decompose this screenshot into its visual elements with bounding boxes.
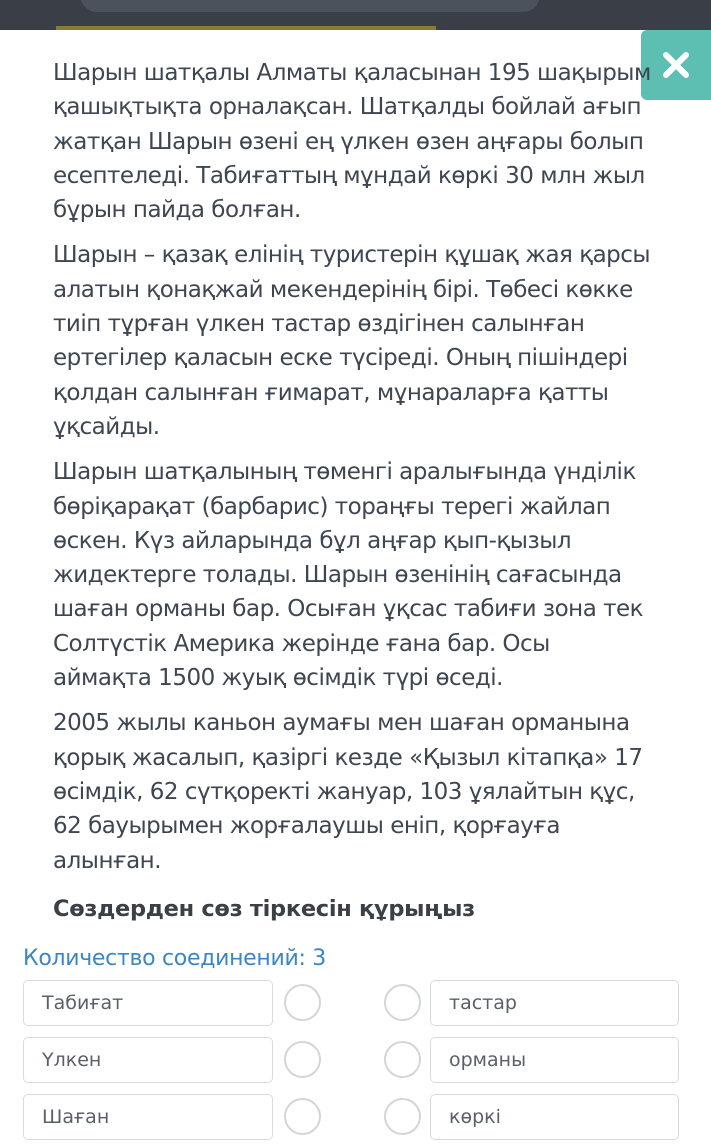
match-row	[0, 980, 711, 1026]
match-right-connector[interactable]	[384, 1041, 421, 1078]
paragraph-1: Шарын шатқалы Алматы қаласынан 195 шақырым қашықтықта орналақсан. Шатқалды бойлай ағып жатқан Шарын өзені ең үлкен өзен аңғары болып есептеледі. Табиғаттың мұндай көркі 30 млн жыл бұрын пайда болған.	[53, 60, 651, 224]
reading-text	[53, 56, 653, 926]
match-right-item[interactable]: тастар	[430, 980, 679, 1026]
close-icon	[662, 51, 690, 79]
top-pill	[80, 0, 540, 12]
top-bar	[0, 0, 711, 30]
paragraph-2: Шарын – қазақ елінің туристерін құшақ жая қарсы алатын қонақжай мекендерінің бірі. Төбесі көкке тиіп тұрған үлкен тастар өздігінен салынған ертегілер қаласын еске түсіреді. Оның пішіндері қолдан салынған ғимарат, мұнараларға қатты ұқсайды.	[53, 242, 651, 440]
match-right-item[interactable]: көркі	[430, 1094, 679, 1140]
match-row	[0, 1037, 711, 1083]
top-accent-line	[56, 26, 436, 30]
match-left-connector[interactable]	[284, 984, 321, 1021]
match-left-item[interactable]: Табиғат	[23, 980, 273, 1026]
task-title: Сөздерден сөз тіркесін құрыңыз	[53, 895, 475, 922]
paragraph-3: Шарын шатқалының төменгі аралығында үнділік бөріқарақат (барбарис) тораңғы терегі жайлап өскен. Күз айларында бұл аңғар қып-қызыл жидектерге толады. Шарын өзенінің сағасында шаған орманы бар. Осыған ұқсас табиғи зона тек Солтүстік Америка жерінде ғана бар. Осы аймақта 1500 жуық өсімдік түрі өседі.	[53, 459, 644, 692]
match-left-connector[interactable]	[284, 1041, 321, 1078]
connections-count: Количество соединений: 3	[23, 946, 327, 971]
match-left-item[interactable]: Үлкен	[23, 1037, 273, 1083]
match-row	[0, 1094, 711, 1140]
paragraph-4: 2005 жылы каньон аумағы мен шаған орманына қорық жасалып, қазіргі кезде «Қызыл кітапқа» 17 өсімдік, 62 сүтқоректі жануар, 103 ұялайтын құс, 62 бауырымен жорғалаушы еніп, қорғауға алынған.	[53, 710, 643, 874]
match-right-connector[interactable]	[384, 984, 421, 1021]
match-right-item[interactable]: орманы	[430, 1037, 679, 1083]
match-left-item[interactable]: Шаған	[23, 1094, 273, 1140]
match-right-connector[interactable]	[384, 1098, 421, 1135]
match-left-connector[interactable]	[284, 1098, 321, 1135]
